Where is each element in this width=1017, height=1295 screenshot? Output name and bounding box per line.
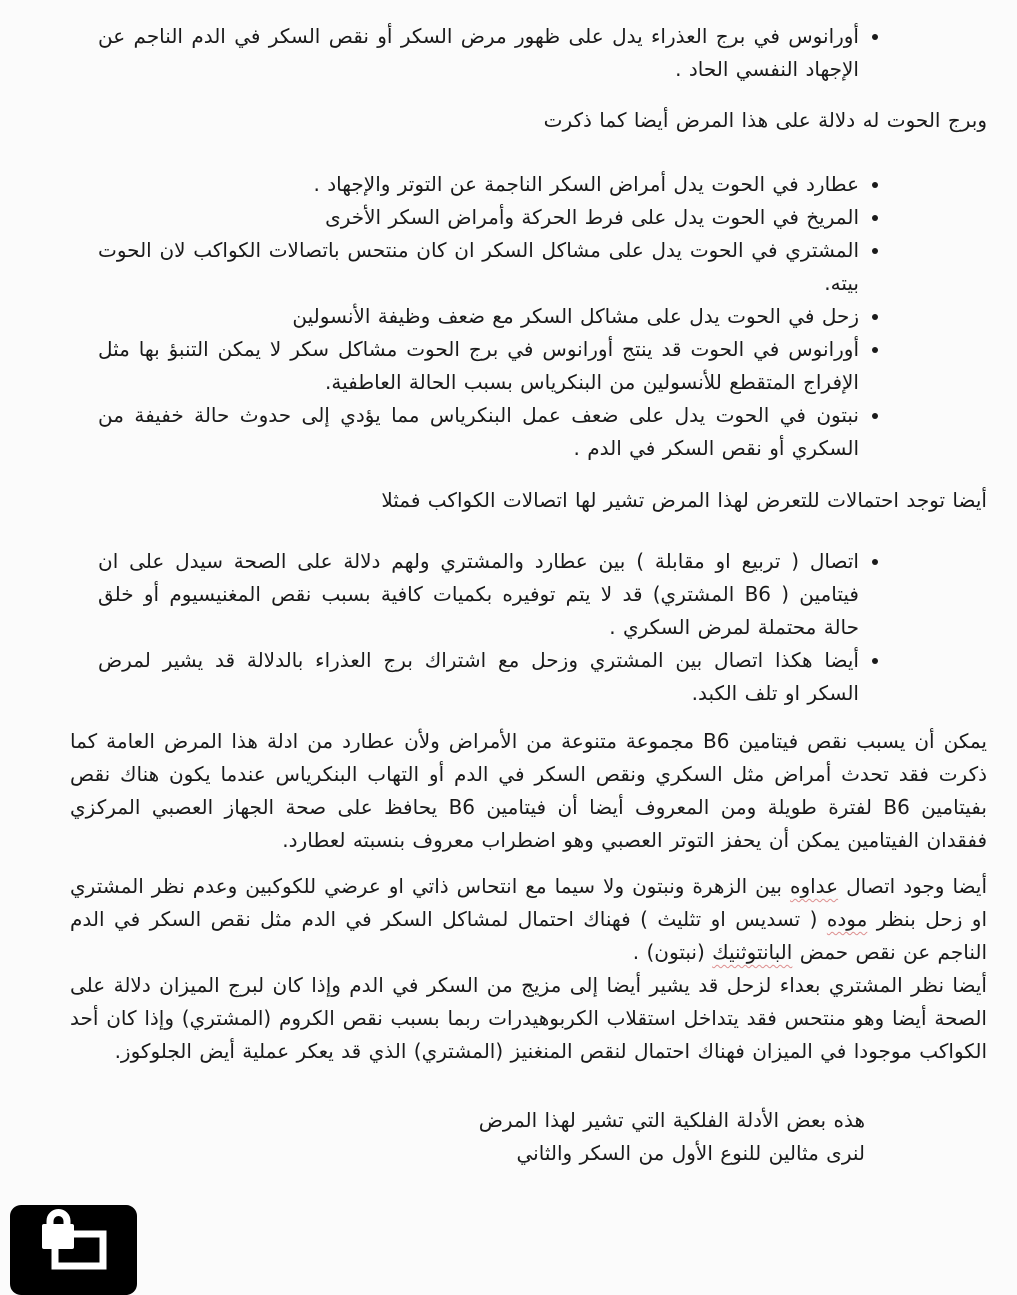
venus-neptune-paragraph: أيضا وجود اتصال عداوه بين الزهرة ونبتون ولا سيما مع انتحاس ذاتي او عرضي للكوكبين وعدم نظر المشتري او زحل بنظر موده ( تسديس او تثليث ) فهناك احتمال لمشاكل السكر في الدم مثل نقص السكر في الدم الناجم عن نقص حمض البانتوثنيك (نبتون) .: [70, 874, 988, 964]
lock-screen-icon: [10, 1205, 137, 1295]
closing-line-2: لنرى مثالين للنوع الأول من السكر والثاني: [516, 1141, 865, 1165]
list-item-text: أورانوس في برج العذراء يدل على ظهور مرض السكر أو نقص السكر في الدم الناجم عن الإجهاد النفسي الحاد .: [98, 24, 859, 81]
list-item-text: أيضا هكذا اتصال بين المشتري وزحل مع اشتراك برج العذراء بالدلالة قد يشير لمرض السكر او تلف الكبد.: [98, 648, 859, 705]
list-item: [98, 644, 859, 710]
lock-screen-button[interactable]: [10, 1205, 137, 1295]
list-item-text: اتصال ( تربيع او مقابلة ) بين عطارد والمشتري ولهم دلالة على الصحة سيدل على ان فيتامين ( B6 المشتري) قد لا يتم توفيره بكميات كافية بسبب نقص المغنيسيوم أو خلق حالة محتملة لمرض السكري .: [98, 549, 859, 639]
pisces-intro-paragraph: وبرج الحوت له دلالة على هذا المرض أيضا كما ذكرت: [543, 108, 987, 132]
planet-aspects-bullet-list: [70, 545, 987, 710]
closing-lines: [70, 1104, 987, 1170]
list-item-text: المشتري في الحوت يدل على مشاكل السكر ان كان منتحس باتصالات الكواكب لان الحوت بيته.: [98, 238, 859, 295]
list-item-text: عطارد في الحوت يدل أمراض السكر الناجمة عن التوتر والإجهاد .: [313, 172, 859, 196]
virgo-uranus-bullet-list: [70, 20, 987, 86]
list-item: [98, 399, 859, 465]
list-item: [98, 545, 859, 644]
list-item: [98, 201, 859, 234]
list-item: [98, 300, 859, 333]
list-item-text: زحل في الحوت يدل على مشاكل السكر مع ضعف وظيفة الأنسولين: [292, 304, 859, 328]
vitamin-b6-paragraph: يمكن أن يسبب نقص فيتامين B6 مجموعة متنوعة من الأمراض ولأن عطارد من ادلة هذا المرض العامة كما ذكرت فقد تحدث أمراض مثل السكري ونقص السكر في الدم أو التهاب البنكرياس عندما يكون هناك نقص بفيتامين B6 لفترة طويلة ومن المعروف أيضا أن فيتامين B6 يحافظ على صحة الجهاز العصبي المركزي ففقدان الفيتامين يمكن أن يحفز التوتر العصبي وهو اضطراب معروف بنسبته لعطارد.: [70, 729, 987, 852]
list-item-text: نبتون في الحوت يدل على ضعف عمل البنكرياس مما يؤدي إلى حدوث حالة خفيفة من السكري أو نقص السكر في الدم .: [98, 403, 859, 460]
lock-body-glyph: [42, 1224, 74, 1249]
closing-line-1: هذه بعض الأدلة الفلكية التي تشير لهذا المرض: [478, 1108, 865, 1132]
aspects-intro-paragraph: أيضا توجد احتمالات للتعرض لهذا المرض تشير لها اتصالات الكواكب فمثلا: [381, 488, 987, 512]
list-item-text: المريخ في الحوت يدل على فرط الحركة وأمراض السكر الأخرى: [325, 205, 859, 229]
pisces-planets-bullet-list: [70, 168, 987, 465]
list-item: [98, 333, 859, 399]
list-item: [98, 168, 859, 201]
list-item: [98, 20, 859, 86]
list-item: [98, 234, 859, 300]
list-item-text: أورانوس في الحوت قد ينتج أورانوس في برج الحوت مشاكل سكر لا يمكن التنبؤ بها مثل الإفراج المتقطع للأنسولين من البنكرياس بسبب الحالة العاطفية.: [98, 337, 859, 394]
jupiter-saturn-paragraph: أيضا نظر المشتري بعداء لزحل قد يشير أيضا إلى مزيج من السكر في الدم وإذا كان لبرج الميزان دلالة على الصحة أيضا وهو منتحس فقد يتداخل استقلاب الكربوهيدرات ربما بسبب نقص الكروم (المشتري) وإذا كان أحد الكواكب موجودا في الميزان فهناك احتمال لنقص المنغنيز (المشتري) الذي قد يعكر عملية أيض الجلوكوز.: [70, 973, 987, 1063]
